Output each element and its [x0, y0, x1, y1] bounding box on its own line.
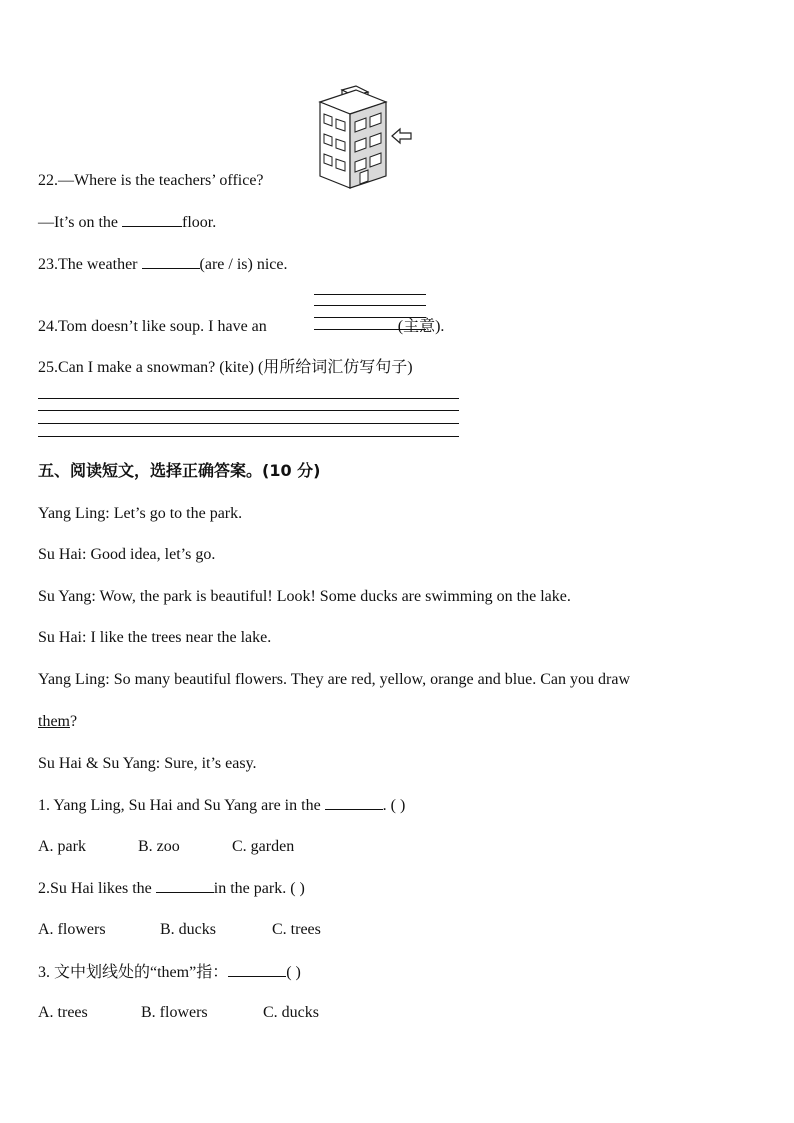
writing-line: [314, 305, 426, 306]
question-25-prompt: 25.Can I make a snowman? (kite): [38, 359, 254, 376]
option-c[interactable]: C. garden: [232, 838, 295, 855]
question-23-prefix: 23.The weather: [38, 256, 142, 273]
option-b[interactable]: B. zoo: [138, 838, 180, 855]
reading-question-3: [38, 962, 301, 983]
dialogue-line-continued: [38, 712, 77, 732]
question-25: [38, 358, 413, 378]
dialogue-line: Su Yang: Wow, the park is beautiful! Look! Some ducks are swimming on the lake.: [38, 588, 571, 605]
dialogue-line: Su Hai: I like the trees near the lake.: [38, 629, 272, 646]
reading-question-3-options: [38, 1003, 319, 1023]
reading-question-1-suffix: . ( ): [382, 797, 406, 814]
reading-question-1-prefix: 1. Yang Ling, Su Hai and Su Yang are in the: [38, 797, 325, 814]
option-c[interactable]: C. ducks: [263, 1004, 319, 1021]
reading-question-3-prefix: 3. 文中划线处的“them”指：: [38, 964, 229, 981]
reading-question-2-options: [38, 920, 321, 940]
dialogue-tail: ?: [70, 713, 78, 730]
question-24-suffix: (主意).: [393, 318, 445, 335]
question-25-instruction: (用所给词汇仿写句子): [253, 359, 413, 376]
reading-question-1-options: [38, 837, 294, 857]
dialogue-line: Su Hai & Su Yang: Sure, it’s easy.: [38, 755, 257, 772]
reading-question-1: [38, 795, 405, 816]
dialogue-line: Su Hai: Good idea, let’s go.: [38, 546, 216, 563]
answer-blank[interactable]: [122, 212, 182, 227]
option-a[interactable]: A. trees: [38, 1004, 88, 1021]
question-22-answer: [38, 212, 216, 233]
question-24-prefix: 24.Tom doesn’t like soup. I have an: [38, 318, 271, 335]
answer-blank[interactable]: [228, 962, 286, 977]
answer-blank[interactable]: [325, 795, 383, 810]
answer-blank[interactable]: [156, 878, 214, 893]
question-22-answer-suffix: floor.: [182, 214, 217, 231]
reading-question-2-suffix: in the park. ( ): [213, 880, 305, 897]
building-with-arrow-icon: [316, 84, 416, 190]
question-23: [38, 254, 287, 275]
writing-line: [38, 423, 459, 424]
option-b[interactable]: B. ducks: [160, 921, 216, 938]
question-22: 22.—Where is the teachers’ office?: [38, 172, 264, 189]
question-22-answer-prefix: —It’s on the: [38, 214, 122, 231]
dialogue-line: Yang Ling: Let’s go to the park.: [38, 505, 243, 522]
writing-line: [38, 398, 459, 399]
option-b[interactable]: B. flowers: [141, 1004, 208, 1021]
reading-question-2-prefix: 2.Su Hai likes the: [38, 880, 156, 897]
question-23-suffix: (are / is) nice.: [199, 256, 288, 273]
underlined-word: them: [38, 713, 70, 730]
question-24: [38, 317, 444, 337]
writing-line: [38, 410, 459, 411]
dialogue-line: Yang Ling: So many beautiful flowers. They are red, yellow, orange and blue. Can you draw: [38, 671, 631, 688]
reading-question-3-suffix: ( ): [286, 964, 301, 981]
option-c[interactable]: C. trees: [272, 921, 321, 938]
writing-line[interactable]: [38, 436, 459, 437]
answer-blank[interactable]: [142, 254, 200, 269]
writing-line: [314, 294, 426, 295]
reading-question-2: [38, 878, 305, 899]
option-a[interactable]: A. flowers: [38, 921, 106, 938]
option-a[interactable]: A. park: [38, 838, 86, 855]
section-5-title: 五、阅读短文，选择正确答案。(10 分): [38, 461, 321, 480]
